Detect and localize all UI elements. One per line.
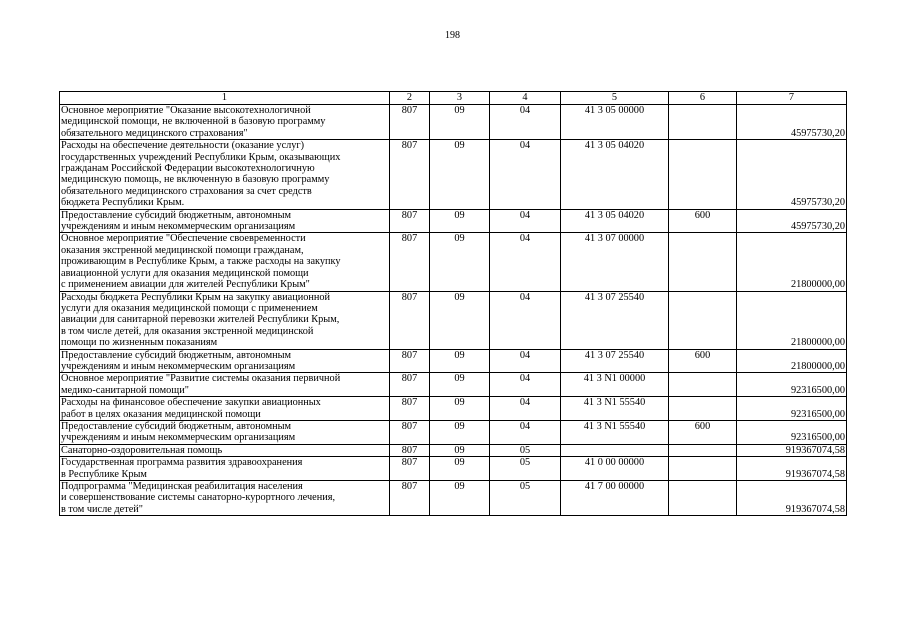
target-article-cell: 41 0 00 00000: [561, 457, 669, 481]
table-row: [60, 481, 847, 516]
row-name-cell: Основное мероприятие "Обеспечение своевременности оказания экстренной медицинской помощи гражданам, проживающим в Республике Крым, а также расходы на закупку авиационной услуги для оказания медицинской помощи с применением авиации для жителей Республики Крым": [60, 233, 390, 291]
row-name-cell: Основное мероприятие "Развитие системы оказания первичной медико-санитарной помощи": [60, 373, 390, 397]
ved-code-cell: 807: [390, 444, 430, 456]
table-row: [60, 457, 847, 481]
section-code-cell: 09: [430, 373, 490, 397]
table-row: [60, 105, 847, 140]
expense-type-cell: [669, 397, 737, 421]
budget-table: [59, 91, 847, 516]
section-code-cell: 09: [430, 140, 490, 209]
expense-type-cell: [669, 105, 737, 140]
expense-type-cell: [669, 457, 737, 481]
target-article-cell: 41 7 00 00000: [561, 481, 669, 516]
row-name-cell: Расходы бюджета Республики Крым на закупку авиационной услуги для оказания медицинской помощи с применением авиации для санитарной перевозки жителей Республики Крым, в том числе детей, для оказания экстренной медицинской помощи по жизненным показаниям: [60, 291, 390, 349]
ved-code-cell: 807: [390, 140, 430, 209]
expense-type-cell: 600: [669, 420, 737, 444]
expense-type-cell: [669, 291, 737, 349]
amount-cell: 45975730,20: [737, 140, 847, 209]
subsection-code-cell: 04: [490, 397, 561, 421]
header-cell: 2: [390, 92, 430, 105]
amount-cell: 21800000,00: [737, 233, 847, 291]
amount-cell: 21800000,00: [737, 291, 847, 349]
subsection-code-cell: 04: [490, 373, 561, 397]
section-code-cell: 09: [430, 349, 490, 373]
subsection-code-cell: 04: [490, 233, 561, 291]
target-article-cell: [561, 444, 669, 456]
target-article-cell: 41 3 07 00000: [561, 233, 669, 291]
table-row: [60, 420, 847, 444]
ved-code-cell: 807: [390, 209, 430, 233]
subsection-code-cell: 04: [490, 209, 561, 233]
amount-cell: 92316500,00: [737, 397, 847, 421]
section-code-cell: 09: [430, 291, 490, 349]
expense-type-cell: [669, 233, 737, 291]
row-name-cell: Предоставление субсидий бюджетным, автономным учреждениям и иным некоммерческим организациям: [60, 349, 390, 373]
table-row: [60, 233, 847, 291]
subsection-code-cell: 04: [490, 105, 561, 140]
amount-cell: 21800000,00: [737, 349, 847, 373]
expense-type-cell: [669, 373, 737, 397]
target-article-cell: 41 3 05 00000: [561, 105, 669, 140]
target-article-cell: 41 3 05 04020: [561, 140, 669, 209]
table-row: [60, 209, 847, 233]
section-code-cell: 09: [430, 397, 490, 421]
row-name-cell: Предоставление субсидий бюджетным, автономным учреждениям и иным некоммерческим организациям: [60, 209, 390, 233]
ved-code-cell: 807: [390, 105, 430, 140]
amount-cell: 919367074,58: [737, 457, 847, 481]
header-cell: 1: [60, 92, 390, 105]
table-row: [60, 349, 847, 373]
subsection-code-cell: 04: [490, 140, 561, 209]
row-name-cell: Расходы на финансовое обеспечение закупки авиационных работ в целях оказания медицинской помощи: [60, 397, 390, 421]
section-code-cell: 09: [430, 457, 490, 481]
page-number: 198: [445, 30, 460, 41]
target-article-cell: 41 3 N1 55540: [561, 420, 669, 444]
header-cell: 7: [737, 92, 847, 105]
header-cell: 4: [490, 92, 561, 105]
header-cell: 5: [561, 92, 669, 105]
table-row: [60, 140, 847, 209]
header-cell: 3: [430, 92, 490, 105]
expense-type-cell: 600: [669, 209, 737, 233]
ved-code-cell: 807: [390, 233, 430, 291]
row-name-cell: Санаторно-оздоровительная помощь: [60, 444, 390, 456]
amount-cell: 919367074,58: [737, 444, 847, 456]
ved-code-cell: 807: [390, 397, 430, 421]
section-code-cell: 09: [430, 233, 490, 291]
target-article-cell: 41 3 05 04020: [561, 209, 669, 233]
row-name-cell: Предоставление субсидий бюджетным, автономным учреждениям и иным некоммерческим организациям: [60, 420, 390, 444]
expense-type-cell: [669, 140, 737, 209]
expense-type-cell: 600: [669, 349, 737, 373]
subsection-code-cell: 04: [490, 349, 561, 373]
target-article-cell: 41 3 N1 00000: [561, 373, 669, 397]
subsection-code-cell: 05: [490, 481, 561, 516]
subsection-code-cell: 04: [490, 420, 561, 444]
subsection-code-cell: 05: [490, 444, 561, 456]
ved-code-cell: 807: [390, 373, 430, 397]
target-article-cell: 41 3 07 25540: [561, 349, 669, 373]
subsection-code-cell: 04: [490, 291, 561, 349]
ved-code-cell: 807: [390, 420, 430, 444]
target-article-cell: 41 3 07 25540: [561, 291, 669, 349]
expense-type-cell: [669, 444, 737, 456]
section-code-cell: 09: [430, 420, 490, 444]
ved-code-cell: 807: [390, 349, 430, 373]
section-code-cell: 09: [430, 105, 490, 140]
amount-cell: 92316500,00: [737, 420, 847, 444]
table-row: [60, 373, 847, 397]
row-name-cell: Подпрограмма "Медицинская реабилитация населения и совершенствование системы санаторно-курортного лечения, в том числе детей": [60, 481, 390, 516]
row-name-cell: Государственная программа развития здравоохранения в Республике Крым: [60, 457, 390, 481]
amount-cell: 919367074,58: [737, 481, 847, 516]
target-article-cell: 41 3 N1 55540: [561, 397, 669, 421]
amount-cell: 45975730,20: [737, 105, 847, 140]
amount-cell: 45975730,20: [737, 209, 847, 233]
ved-code-cell: 807: [390, 291, 430, 349]
amount-cell: 92316500,00: [737, 373, 847, 397]
section-code-cell: 09: [430, 481, 490, 516]
row-name-cell: Расходы на обеспечение деятельности (оказание услуг) государственных учреждений Республики Крым, оказывающих гражданам Российской Федерации высокотехнологичную медицинскую помощь, не включенную в базовую программу обязательного медицинского страхования за счет средств бюджета Республики Крым.: [60, 140, 390, 209]
table-row: [60, 444, 847, 456]
section-code-cell: 09: [430, 209, 490, 233]
table-row: [60, 291, 847, 349]
header-cell: 6: [669, 92, 737, 105]
row-name-cell: Основное мероприятие "Оказание высокотехнологичной медицинской помощи, не включенной в базовую программу обязательного медицинского страхования": [60, 105, 390, 140]
ved-code-cell: 807: [390, 481, 430, 516]
expense-type-cell: [669, 481, 737, 516]
table-row: [60, 397, 847, 421]
subsection-code-cell: 05: [490, 457, 561, 481]
header-row: [60, 92, 847, 105]
ved-code-cell: 807: [390, 457, 430, 481]
section-code-cell: 09: [430, 444, 490, 456]
